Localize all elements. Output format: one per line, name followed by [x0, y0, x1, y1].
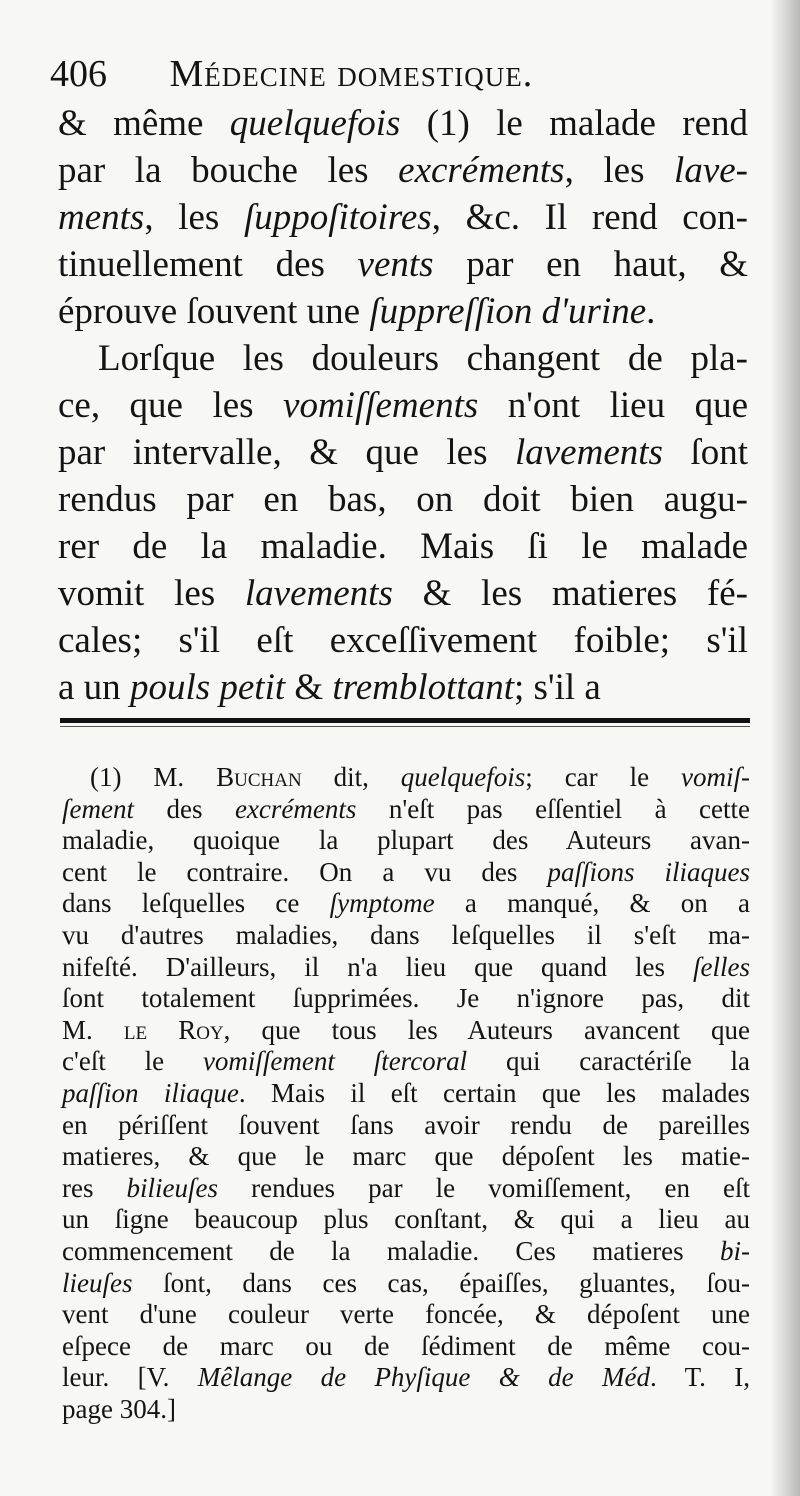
main-text-line — [58, 241, 748, 288]
text-run: vent d'une couleur verte foncée, & dépoſent une — [62, 1299, 750, 1330]
text-run: . Mais il eſt certain que les malades — [238, 1077, 750, 1108]
footnote-line — [62, 1204, 750, 1236]
footnote-line — [62, 1173, 750, 1205]
text-run: rendues par le vomiſſement, en eſt — [218, 1172, 751, 1203]
footnote-line — [62, 1394, 750, 1426]
text-run: ſont — [662, 432, 748, 473]
text-run: en périſſent ſouvent ſans avoir rendu de pareilles — [62, 1109, 750, 1140]
text-run: & même — [58, 103, 230, 144]
text-run: rer de la maladie. Mais ſi le malade — [58, 526, 748, 567]
text-run: cales; s'il eſt exceſſivement foible; s'il — [58, 620, 748, 661]
small-caps-text-run: Buchan — [216, 762, 302, 792]
text-run: ſont, dans ces cas, épaiſſes, gluantes, ſou- — [132, 1267, 750, 1298]
italic-text-run: Mêlange de Phyſique & de Méd — [197, 1362, 650, 1393]
italic-text-run: bi- — [720, 1235, 750, 1266]
italic-text-run: excréments — [398, 150, 565, 191]
text-run: commencement de la maladie. Ces matieres — [62, 1235, 720, 1266]
page-edge-shadow — [770, 0, 800, 1496]
text-run: nifeſté. D'ailleurs, il n'a lieu que quand les — [62, 951, 694, 982]
text-run: vomit les — [58, 573, 245, 614]
italic-text-run: paſſion iliaque — [62, 1077, 239, 1108]
italic-text-run: lave- — [674, 150, 748, 191]
text-run: des — [133, 793, 235, 824]
text-run: a un — [58, 667, 130, 708]
text-run: vu d'autres maladies, dans leſquelles il s'eſt ma- — [62, 919, 750, 950]
text-run: par intervalle, & que les — [58, 432, 515, 473]
running-title: Médecine domestique. — [169, 53, 534, 95]
main-text-line — [58, 523, 748, 570]
footnote-separator-rule — [60, 718, 750, 723]
italic-text-run: quelquefois — [400, 762, 526, 792]
italic-text-run: excréments — [234, 793, 357, 824]
footnote-line — [62, 983, 750, 1015]
text-run: leur. [V. — [62, 1362, 198, 1393]
text-run: M. — [62, 1014, 124, 1045]
text-run: (1) le malade rend — [400, 103, 749, 144]
italic-text-run: pouls petit — [129, 667, 286, 708]
italic-text-run: paſſions iliaques — [547, 856, 750, 887]
footnote-separator-thin-rule — [60, 726, 750, 727]
footnote-line — [62, 794, 750, 826]
text-run: ſont totalement ſupprimées. Je n'ignore pas, dit — [62, 983, 750, 1014]
page-number: 406 — [50, 53, 107, 95]
text-run: par la bouche les — [58, 150, 399, 191]
footnote-line — [62, 1078, 750, 1110]
text-run: . T. I, — [650, 1362, 750, 1393]
italic-text-run: lieuſes — [62, 1267, 133, 1298]
text-run: qui caractériſe la — [467, 1046, 750, 1077]
italic-text-run: vomiſſement ſtercoral — [202, 1046, 468, 1077]
text-run: un ſigne beaucoup plus conſtant, & qui a lieu au — [62, 1204, 750, 1235]
text-run: rendus par en bas, on doit bien augu- — [58, 479, 748, 520]
footnote-line — [62, 952, 750, 984]
footnote-line — [62, 762, 750, 794]
text-run: dans leſquelles ce — [62, 888, 330, 919]
main-text-line — [58, 429, 748, 476]
footnote-line — [62, 920, 750, 952]
main-text-line — [58, 570, 748, 617]
text-run: dit, — [301, 762, 401, 792]
text-run: cent le contraire. On a vu des — [62, 856, 548, 887]
text-run: , que tous les Auteurs avancent que — [223, 1014, 750, 1045]
text-run: (1) M. — [90, 762, 217, 792]
text-run: page 304.] — [62, 1393, 176, 1424]
text-run: ; car le — [525, 762, 681, 792]
text-run: tinuellement des — [58, 244, 358, 285]
footnote-block — [62, 762, 750, 1425]
italic-text-run: ſymptome — [329, 888, 435, 919]
main-text-line — [58, 147, 748, 194]
main-text-line — [58, 335, 748, 382]
main-text-block — [58, 100, 748, 711]
footnote-line — [62, 1015, 750, 1047]
text-run: n'ont lieu que — [478, 385, 748, 426]
italic-text-run: ſelles — [693, 951, 750, 982]
footnote-line — [62, 857, 750, 889]
text-run: n'eſt pas eſſentiel à cette — [356, 793, 750, 824]
italic-text-run: tremblottant — [332, 667, 514, 708]
text-run: ce, que les — [58, 385, 284, 426]
footnote-line — [62, 1236, 750, 1268]
text-run: eſpece de marc ou de ſédiment de même cou- — [62, 1330, 750, 1361]
text-run: . — [646, 291, 656, 332]
italic-text-run: vomiſſements — [283, 385, 479, 426]
text-run: maladie, quoique la plupart des Auteurs avan- — [62, 825, 750, 856]
text-run: , les — [564, 150, 675, 191]
footnote-line — [62, 1299, 750, 1331]
main-text-line — [58, 100, 748, 147]
text-run: par en haut, & — [433, 244, 748, 285]
italic-text-run: ments — [58, 197, 145, 238]
italic-text-run: vomiſ- — [681, 762, 750, 792]
footnote-line — [62, 1141, 750, 1173]
footnote-line — [62, 888, 750, 920]
footnote-line — [62, 1046, 750, 1078]
text-run: , les — [144, 197, 244, 238]
main-text-line — [58, 664, 748, 711]
footnote-line — [62, 1268, 750, 1300]
text-run: matieres, & que le marc que dépoſent les matie- — [62, 1141, 750, 1172]
text-run: res — [62, 1172, 127, 1203]
footnote-line — [62, 825, 750, 857]
main-text-line — [58, 288, 748, 335]
main-text-line — [58, 194, 748, 241]
italic-text-run: bilieuſes — [126, 1172, 219, 1203]
text-run: ; s'il a — [514, 667, 601, 708]
footnote-line — [62, 1110, 750, 1142]
italic-text-run: lavements — [514, 432, 663, 473]
italic-text-run: ſement — [62, 793, 134, 824]
text-run: Lorſque les douleurs changent de pla- — [98, 338, 748, 379]
small-caps-text-run: le Roy — [123, 1014, 224, 1045]
footnote-line — [62, 1362, 750, 1394]
text-run: & — [285, 667, 333, 708]
text-run: , &c. Il rend con- — [431, 197, 748, 238]
main-text-line — [58, 476, 748, 523]
italic-text-run: lavements — [244, 573, 393, 614]
italic-text-run: ſuppreſſion d'urine — [369, 291, 647, 332]
main-text-line — [58, 382, 748, 429]
text-run: c'eſt le — [62, 1046, 203, 1077]
text-run: & les matieres fé- — [392, 573, 748, 614]
page-header — [50, 52, 750, 96]
italic-text-run: quelquefois — [229, 103, 401, 144]
text-run: éprouve ſouvent une — [58, 291, 370, 332]
italic-text-run: ſuppoſitoires — [243, 197, 432, 238]
text-run: a manqué, & on a — [434, 888, 750, 919]
footnote-line — [62, 1331, 750, 1363]
italic-text-run: vents — [357, 244, 434, 285]
main-text-line — [58, 617, 748, 664]
